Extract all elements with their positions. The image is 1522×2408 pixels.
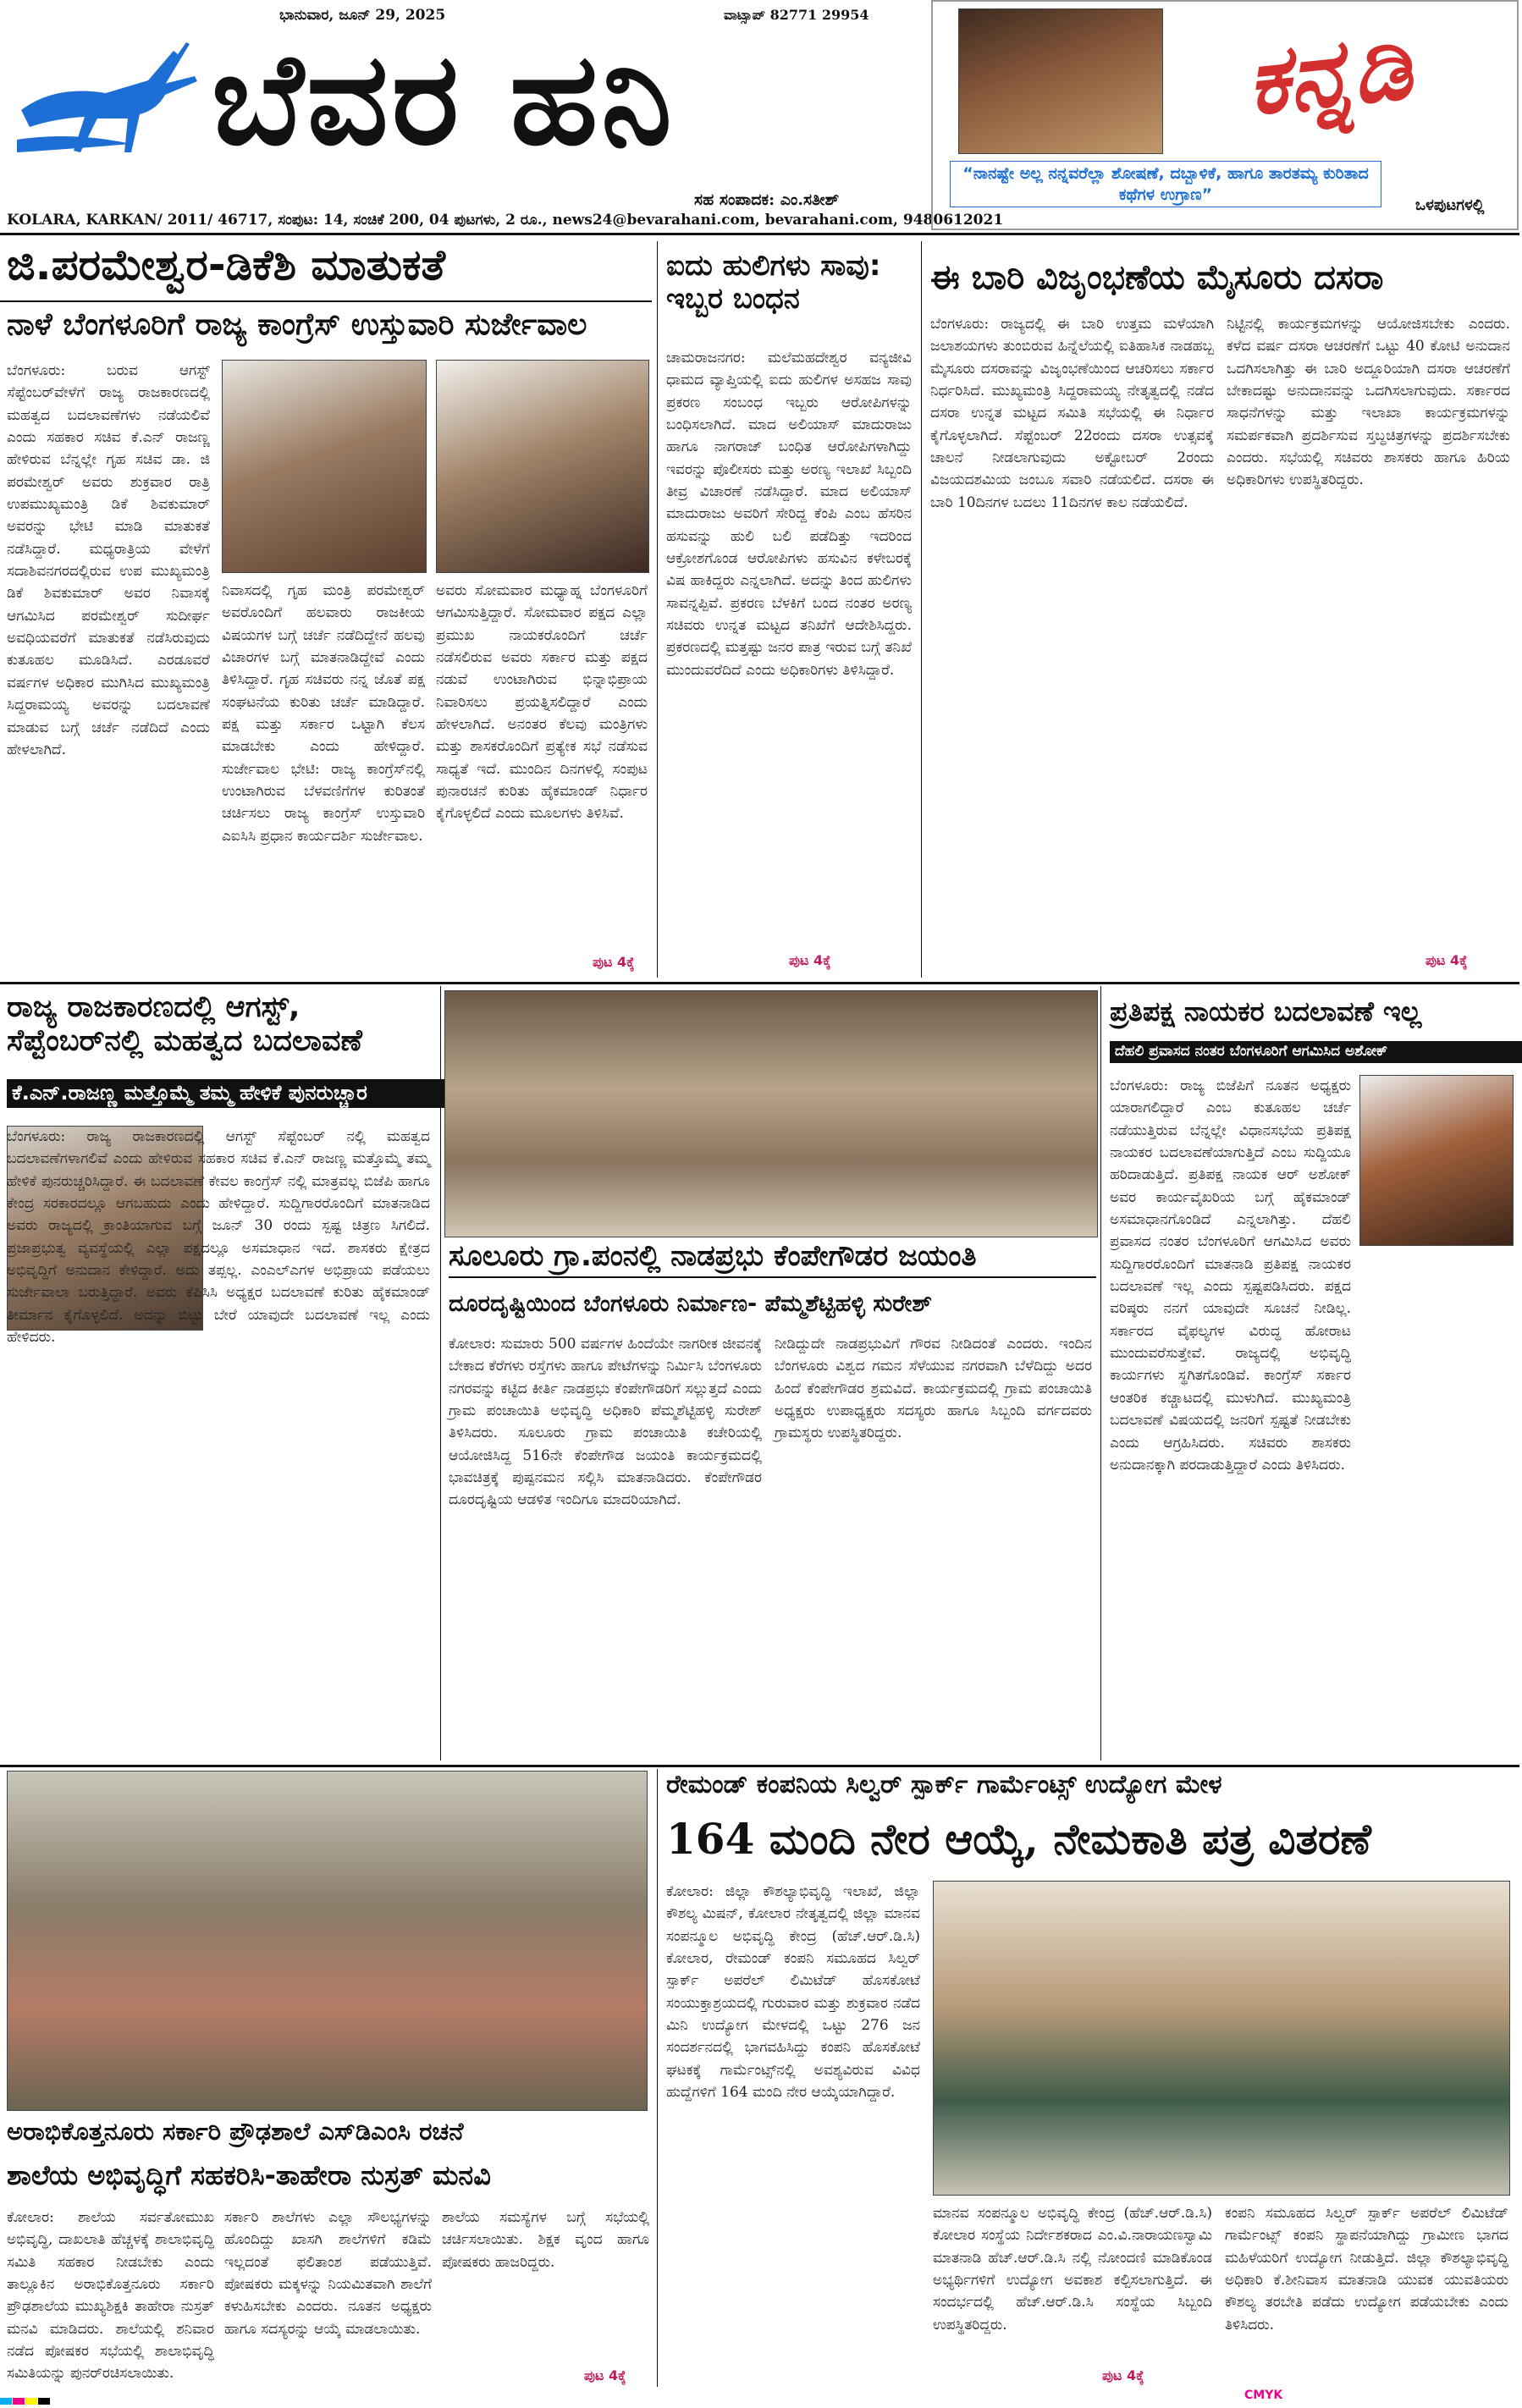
story5-col2: ನೀಡಿದ್ದುದೇ ನಾಡಪ್ರಭುವಿಗೆ ಗೌರವ ನೀಡಿದಂತೆ ಎಂದರು. ಇಂದಿನ ಬೆಂಗಳೂರು ವಿಶ್ವದ ಗಮನ ಸೆಳೆಯುವ ನಗರವಾಗಿ ಬೆಳೆದಿದ್ದು ಅದರ ಹಿಂದೆ ಕೆಂಪೇಗೌಡರ ಶ್ರಮವಿದೆ. ಕಾರ್ಯಕ್ರಮದಲ್ಲಿ ಗ್ರಾಮ ಪಂಚಾಯಿತಿ ಅಧ್ಯಕ್ಷರು ಉಪಾಧ್ಯಕ್ಷರು ಸದಸ್ಯರು ಹಾಗೂ ಸಿಬ್ಬಂದಿ ವರ್ಗದವರು ಗ್ರಾಮಸ್ಥರು ಉಪಸ್ಥಿತರಿದ್ದರು.	[775, 1336, 1092, 1442]
col-divider-4	[1100, 986, 1101, 1761]
story1-rule	[0, 300, 652, 302]
story3-continue[interactable]: ಪುಟ 4ಕ್ಕೆ	[1425, 952, 1468, 968]
promo-footer: ಒಳಪುಟಗಳಲ್ಲಿ	[1415, 196, 1485, 214]
story7-continue[interactable]: ಪುಟ 4ಕ್ಕೆ	[1102, 2367, 1144, 2383]
story7-col3: ಕಂಪನಿ ಸಮೂಹದ ಸಿಲ್ವರ್ ಸ್ಪಾರ್ಕ್ ಅಪರೆಲ್ ಲಿಮಿಟೆಡ್ ಗಾರ್ಮೆಂಟ್ಸ್ ಕಂಪನಿ ಸ್ಥಾಪನೆಯಾಗಿದ್ದು ಗ್ರಾಮೀಣ ಭಾಗದ ಮಹಿಳೆಯರಿಗೆ ಉದ್ಯೋಗ ನೀಡುತ್ತಿದೆ. ಜಿಲ್ಲಾ ಕೌಶಲ್ಯಾಭಿವೃದ್ಧಿ ಅಧಿಕಾರಿ ಕೆ.ಶೀನಿವಾಸ ಮಾತನಾಡಿ ಯುವಕ ಯುವತಿಯರು ಕೌಶಲ್ಯ ತರಬೇತಿ ಪಡೆದು ಉದ್ಯೋಗ ಪಡೆಯಬೇಕು ಎಂದು ತಿಳಿಸಿದರು.	[1225, 2205, 1508, 2334]
story6-subhead: ದೆಹಲಿ ಪ್ರವಾಸದ ನಂತರ ಬೆಂಗಳೂರಿಗೆ ಆಗಮಿಸಿದ ಅಶೋಕ್	[1110, 1041, 1522, 1063]
story7-col1: ಕೋಲಾರ: ಜಿಲ್ಲಾ ಕೌಶಲ್ಯಾಭಿವೃದ್ಧಿ ಇಲಾಖೆ, ಜಿಲ್ಲಾ ಕೌಶಲ್ಯ ಮಿಷನ್, ಕೋಲಾರ ನೇತೃತ್ವದಲ್ಲಿ ಜಿಲ್ಲಾ ಮಾನವ ಸಂಪನ್ಮೂಲ ಅಭಿವೃದ್ಧಿ ಕೇಂದ್ರ (ಹೆಚ್.ಆರ್.ಡಿ.ಸಿ) ಕೋಲಾರ, ರೇಮಂಡ್ ಕಂಪನಿ ಸಮೂಹದ ಸಿಲ್ವರ್ ಸ್ಪಾರ್ಕ್ ಅಪರೆಲ್ ಲಿಮಿಟೆಡ್ ಹೊಸಕೋಟೆ ಸಂಯುಕ್ತಾಶ್ರಯದಲ್ಲಿ ಗುರುವಾರ ಮತ್ತು ಶುಕ್ರವಾರ ನಡೆದ ಮಿನಿ ಉದ್ಯೋಗ ಮೇಳದಲ್ಲಿ ಒಟ್ಟು 276 ಜನ ಸಂದರ್ಶನದಲ್ಲಿ ಭಾಗವಹಿಸಿದ್ದು ಕಂಪನಿ ಹೊಸಕೋಟೆ ಘಟಕಕ್ಕೆ ಗಾರ್ಮೆಂಟ್ಸ್‌ನಲ್ಲಿ ಅವಶ್ಯವಿರುವ ವಿವಿಧ ಹುದ್ದೆಗಳಿಗೆ 164 ಮಂದಿ ನೇರ ಆಯ್ಕೆಯಾಗಿದ್ದಾರೆ.	[666, 1883, 920, 2102]
kempegowda-group-photo	[444, 990, 1098, 1237]
story5-col1: ಕೋಲಾರ: ಸುಮಾರು 500 ವರ್ಷಗಳ ಹಿಂದೆಯೇ ನಾಗರೀಕ ಜೀವನಕ್ಕೆ ಬೇಕಾದ ಕೆರೆಗಳು ರಸ್ತೆಗಳು ಹಾಗೂ ಪೇಟೆಗಳನ್ನು ನಿರ್ಮಿಸಿ ಬೆಂಗಳೂರು ನಗರವನ್ನು ಕಟ್ಟಿದ ಕೀರ್ತಿ ನಾಡಪ್ರಭು ಕೆಂಪೇಗೌಡರಿಗೆ ಸಲ್ಲುತ್ತದೆ ಎಂದು ಗ್ರಾಮ ಪಂಚಾಯಿತಿ ಅಭಿವೃದ್ಧಿ ಅಧಿಕಾರಿ ಪೆಮ್ಮಶೆಟ್ಟಿಹಳ್ಳಿ ಸುರೇಶ್ ತಿಳಿಸಿದರು. ಸೂಲೂರು ಗ್ರಾಮ ಪಂಚಾಯಿತಿ ಕಚೇರಿಯಲ್ಲಿ ಆಯೋಜಿಸಿದ್ದ 516ನೇ ಕೆಂಪೇಗೌಡ ಜಯಂತಿ ಕಾರ್ಯಕ್ರಮದಲ್ಲಿ ಭಾವಚಿತ್ರಕ್ಕೆ ಪುಷ್ಪನಮನ ಸಲ್ಲಿಸಿ ಮಾತನಾಡಿದರು. ಕೆಂಪೇಗೌಡರ ದೂರದೃಷ್ಟಿಯ ಆಡಳಿತ ಇಂದಿಗೂ ಮಾದರಿಯಾಗಿದೆ.	[449, 1336, 762, 1509]
col-divider-2	[921, 241, 922, 978]
story-dasara	[926, 241, 1519, 978]
col-divider-3	[440, 986, 441, 1761]
story-school	[0, 1771, 652, 2389]
story6-body-cont	[1110, 1248, 1512, 1752]
story3-headline: ಈ ಬಾರಿ ವಿಜೃಂಭಣೆಯ ಮೈಸೂರು ದಸರಾ	[930, 258, 1384, 297]
col-divider-1	[657, 241, 658, 978]
section-rule-1	[0, 982, 1519, 984]
story7-col2: ಮಾನವ ಸಂಪನ್ಮೂಲ ಅಭಿವೃದ್ಧಿ ಕೇಂದ್ರ (ಹೆಚ್.ಆರ್.ಡಿ.ಸಿ) ಕೋಲಾರ ಸಂಸ್ಥೆಯ ನಿರ್ದೇಶಕರಾದ ಎಂ.ವಿ.ನಾರಾಯಣಸ್ವಾಮಿ ಮಾತನಾಡಿ ಹೆಚ್.ಆರ್.ಡಿ.ಸಿ ನಲ್ಲಿ ನೋಂದಣಿ ಮಾಡಿಕೊಂಡ ಅಭ್ಯರ್ಥಿಗಳಿಗೆ ಉದ್ಯೋಗ ಅವಕಾಶ ಕಲ್ಪಿಸಲಾಗುತ್ತಿದೆ. ಈ ಸಂದರ್ಭದಲ್ಲಿ ಹೆಚ್.ಆರ್.ಡಿ.ಸಿ ಸಂಸ್ಥೆಯ ಸಿಬ್ಬಂದಿ ಉಪಸ್ಥಿತರಿದ್ದರು.	[933, 2205, 1212, 2334]
job-fair-photo	[933, 1881, 1510, 2196]
masthead	[0, 0, 1519, 229]
story2-headline: ಐದು ಹುಲಿಗಳು ಸಾವು: ಇಬ್ಬರ ಬಂಧನ	[666, 249, 881, 317]
story2-continue[interactable]: ಪುಟ 4ಕ್ಕೆ	[789, 952, 831, 968]
story8-col2: ಸರ್ಕಾರಿ ಶಾಲೆಗಳು ಎಲ್ಲಾ ಸೌಲಭ್ಯಗಳನ್ನು ಹೊಂದಿದ್ದು ಖಾಸಗಿ ಶಾಲೆಗಳಿಗೆ ಕಡಿಮೆ ಇಲ್ಲದಂತೆ ಫಲಿತಾಂಶ ಪಡೆಯುತ್ತಿವೆ. ಪೋಷಕರು ಮಕ್ಕಳನ್ನು ನಿಯಮಿತವಾಗಿ ಶಾಲೆಗೆ ಕಳುಹಿಸಬೇಕು ಎಂದರು. ನೂತನ ಅಧ್ಯಕ್ಷರು ಹಾಗೂ ಸದಸ್ಯರನ್ನು ಆಯ್ಕೆ ಮಾಡಲಾಯಿತು.	[224, 2209, 432, 2338]
story4-body: ಬೆಂಗಳೂರು: ರಾಜ್ಯ ರಾಜಕಾರಣದಲ್ಲಿ ಆಗಸ್ಟ್ ಸೆಪ್ಟೆಂಬರ್ ನಲ್ಲಿ ಮಹತ್ವದ ಬದಲಾವಣೆಗಳಾಗಲಿವೆ ಎಂದು ಹೇಳಿರುವ ಸಹಕಾರ ಸಚಿವ ಕೆ.ಎನ್ ರಾಜಣ್ಣ ಮತ್ತೊಮ್ಮೆ ತಮ್ಮ ಹೇಳಿಕೆ ಪುನರುಚ್ಚರಿಸಿದ್ದಾರೆ. ಈ ಬದಲಾವಣೆ ಕೇವಲ ಕಾಂಗ್ರೆಸ್ ನಲ್ಲಿ ಮಾತ್ರವಲ್ಲ ಬಿಜೆಪಿ ಹಾಗೂ ಕೇಂದ್ರ ಸರಕಾರದಲ್ಲೂ ಆಗಬಹುದು ಎಂದು ಹೇಳಿದ್ದಾರೆ. ಸುದ್ದಿಗಾರರೊಂದಿಗೆ ಮಾತನಾಡಿದ ಅವರು ರಾಜ್ಯದಲ್ಲಿ ಕ್ರಾಂತಿಯಾಗುವ ಬಗ್ಗೆ ಜೂನ್ 30 ರಂದು ಸ್ಪಷ್ಟ ಚಿತ್ರಣ ಸಿಗಲಿದೆ. ಪ್ರಜಾಪ್ರಭುತ್ವ ವ್ಯವಸ್ಥೆಯಲ್ಲಿ ಎಲ್ಲಾ ಪಕ್ಷದಲ್ಲೂ ಅಸಮಾಧಾನ ಇದೆ. ಶಾಸಕರು ಕ್ಷೇತ್ರದ ಅಭಿವೃದ್ಧಿಗೆ ಅನುದಾನ ಕೇಳಿದ್ದಾರೆ. ಅದು ತಪ್ಪಲ್ಲ. ಎಂಎಲ್‌ಎಗಳ ಅಭಿಪ್ರಾಯ ಪಡೆಯಲು ಸುರ್ಜೇವಾಲಾ ಬರುತ್ತಿದ್ದಾರೆ. ಅವರು ಕೆಪಿಸಿಸಿ ಅಧ್ಯಕ್ಷರ ಬದಲಾವಣೆ ಕುರಿತು ಹೈಕಮಾಂಡ್ ತೀರ್ಮಾನ ಕೈಗೊಳ್ಳಲಿದೆ. ಅದನ್ನು ಬಿಟ್ಟು ಬೇರೆ ಯಾವುದೇ ಬದಲಾವಣೆ ಇಲ್ಲ ಎಂದು ಹೇಳಿದರು.	[7, 1128, 430, 1347]
story8-continue[interactable]: ಪುಟ 4ಕ್ಕೆ	[584, 2367, 626, 2383]
story-ashok	[1106, 986, 1519, 1761]
story4-subhead: ಕೆ.ಎನ್.ರಾಜಣ್ಣ ಮತ್ತೊಮ್ಮೆ ತಮ್ಮ ಹೇಳಿಕೆ ಪುನರುಚ್ಚಾರ	[7, 1079, 444, 1108]
masthead-rule	[0, 233, 1519, 235]
story1-col3: ಅವರು ಸೋಮವಾರ ಮಧ್ಯಾಹ್ನ ಬೆಂಗಳೂರಿಗೆ ಆಗಮಿಸುತ್ತಿದ್ದಾರೆ. ಸೋಮವಾರ ಪಕ್ಷದ ಎಲ್ಲಾ ಪ್ರಮುಖ ನಾಯಕರೊಂದಿಗೆ ಚರ್ಚೆ ನಡೆಸಲಿರುವ ಅವರು ಸರ್ಕಾರ ಮತ್ತು ಪಕ್ಷದ ನಡುವೆ ಉಂಟಾಗಿರುವ ಭಿನ್ನಾಭಿಪ್ರಾಯ ನಿವಾರಿಸಲು ಪ್ರಯತ್ನಿಸಲಿದ್ದಾರೆ ಎಂದು ಹೇಳಲಾಗಿದೆ. ಅನಂತರ ಕೆಲವು ಮಂತ್ರಿಗಳು ಮತ್ತು ಶಾಸಕರೊಂದಿಗೆ ಪ್ರತ್ಯೇಕ ಸಭೆ ನಡೆಸುವ ಸಾಧ್ಯತೆ ಇದೆ. ಮುಂದಿನ ದಿನಗಳಲ್ಲಿ ಸಂಪುಟ ಪುನಾರಚನೆ ಕುರಿತು ಹೈಕಮಾಂಡ್ ನಿರ್ಧಾರ ಕೈಗೊಳ್ಳಲಿದೆ ಎಂದು ಮೂಲಗಳು ತಿಳಿಸಿವೆ.	[436, 582, 648, 823]
story6-headline: ಪ್ರತಿಪಕ್ಷ ನಾಯಕರ ಬದಲಾವಣೆ ಇಲ್ಲ	[1110, 995, 1422, 1028]
masthead-info-line: KOLARA, KARKAN/ 2011/ 46717, ಸಂಪುಟ: 14, ಸಂಚಿಕೆ 200, 04 ಪುಟಗಳು, 2 ರೂ., news24@bevarahani.com, bevarahani.com, 9480612021	[7, 212, 1004, 229]
story1-col2: ನಿವಾಸದಲ್ಲಿ ಗೃಹ ಮಂತ್ರಿ ಪರಮೇಶ್ವರ್ ಅವರೊಂದಿಗೆ ಹಲವಾರು ರಾಜಕೀಯ ವಿಷಯಗಳ ಬಗ್ಗೆ ಚರ್ಚೆ ನಡೆದಿದ್ದೇನೆ ಹಲವು ವಿಚಾರಗಳ ಬಗ್ಗೆ ಮಾತನಾಡಿದ್ದೇವೆ ಎಂದು ತಿಳಿಸಿದ್ದಾರೆ. ಗೃಹ ಸಚಿವರು ನನ್ನ ಜೊತೆ ಪಕ್ಷ ಸಂಘಟನೆಯ ಕುರಿತು ಚರ್ಚೆ ಮಾಡಿದ್ದಾರೆ. ಪಕ್ಷ ಮತ್ತು ಸರ್ಕಾರ ಒಟ್ಟಾಗಿ ಕೆಲಸ ಮಾಡಬೇಕು ಎಂದು ಹೇಳಿದ್ದಾರೆ. ಸುರ್ಜೇವಾಲ ಭೇಟಿ: ರಾಜ್ಯ ಕಾಂಗ್ರೆಸ್‌ನಲ್ಲಿ ಉಂಟಾಗಿರುವ ಬೆಳವಣಿಗೆಗಳ ಕುರಿತಂತೆ ಚರ್ಚಿಸಲು ರಾಜ್ಯ ಕಾಂಗ್ರೆಸ್ ಉಸ್ತುವಾರಿ ಎಐಸಿಸಿ ಪ್ರಧಾನ ಕಾರ್ಯದರ್ಶಿ ಸುರ್ಜೇವಾಲ.	[222, 582, 425, 845]
masthead-date: ಭಾನುವಾರ, ಜೂನ್ 29, 2025	[279, 7, 446, 24]
story2-body: ಚಾಮರಾಜನಗರ: ಮಲೆಮಹದೇಶ್ವರ ವನ್ಯಜೀವಿ ಧಾಮದ ವ್ಯಾಪ್ತಿಯಲ್ಲಿ ಐದು ಹುಲಿಗಳ ಅಸಹಜ ಸಾವು ಪ್ರಕರಣ ಸಂಬಂಧ ಇಬ್ಬರು ಆರೋಪಿಗಳನ್ನು ಬಂಧಿಸಲಾಗಿದೆ. ಮಾದ ಅಲಿಯಾಸ್ ಮಾದುರಾಜು ಹಾಗೂ ನಾಗರಾಜ್ ಬಂಧಿತ ಆರೋಪಿಗಳಾಗಿದ್ದು ಇವರನ್ನು ಪೊಲೀಸರು ಮತ್ತು ಅರಣ್ಯ ಇಲಾಖೆ ಸಿಬ್ಬಂದಿ ತೀವ್ರ ವಿಚಾರಣೆ ನಡೆಸಿದ್ದಾರೆ. ಮಾದ ಅಲಿಯಾಸ್ ಮಾದುರಾಜು ಅವರಿಗೆ ಸೇರಿದ್ದ ಕೆಂಪಿ ಎಂಬ ಹೆಸರಿನ ಹಸುವನ್ನು ಹುಲಿ ಬಲಿ ಪಡೆದಿತ್ತು ಇದರಿಂದ ಆಕ್ರೋಶಗೊಂಡ ಆರೋಪಿಗಳು ಹಸುವಿನ ಕಳೇಬರಕ್ಕೆ ವಿಷ ಹಾಕಿದ್ದರು ಎನ್ನಲಾಗಿದೆ. ಅದನ್ನು ತಿಂದ ಹುಲಿಗಳು ಸಾವನ್ನಪ್ಪಿವೆ. ಪ್ರಕರಣ ಬೆಳಕಿಗೆ ಬಂದ ನಂತರ ಅರಣ್ಯ ಸಚಿವರು ಉನ್ನತ ಮಟ್ಟದ ತನಿಖೆಗೆ ಆದೇಶಿಸಿದ್ದರು. ಪ್ರಕರಣದಲ್ಲಿ ಮತ್ತಷ್ಟು ಜನರ ಪಾತ್ರ ಇರುವ ಬಗ್ಗೆ ತನಿಖೆ ಮುಂದುವರೆದಿದೆ ಎಂದು ಅಧಿಕಾರಿಗಳು ತಿಳಿಸಿದ್ದಾರೆ.	[666, 350, 912, 679]
story1-col1: ಬೆಂಗಳೂರು: ಬರುವ ಆಗಸ್ಟ್ ಸೆಪ್ಟೆಂಬರ್‌ವೇಳೆಗೆ ರಾಜ್ಯ ರಾಜಕಾರಣದಲ್ಲಿ ಮಹತ್ವದ ಬದಲಾವಣೆಗಳು ನಡೆಯಲಿವೆ ಎಂದು ಸಹಕಾರ ಸಚಿವ ಕೆ.ಎನ್ ರಾಜಣ್ಣ ಹೇಳಿರುವ ಬೆನ್ನಲ್ಲೇ ಗೃಹ ಸಚಿವ ಡಾ. ಜಿ ಪರಮೇಶ್ವರ್ ಅವರು ಶುಕ್ರವಾರ ರಾತ್ರಿ ಉಪಮುಖ್ಯಮಂತ್ರಿ ಡಿಕೆ ಶಿವಕುಮಾರ್ ಅವರನ್ನು ಭೇಟಿ ಮಾಡಿ ಮಾತುಕತೆ ನಡೆಸಿದ್ದಾರೆ. ಮಧ್ಯರಾತ್ರಿಯ ವೇಳೆಗೆ ಸದಾಶಿವನಗರದಲ್ಲಿರುವ ಉಪ ಮುಖ್ಯಮಂತ್ರಿ ಡಿಕೆ ಶಿವಕುಮಾರ್ ಅವರ ನಿವಾಸಕ್ಕೆ ಆಗಮಿಸಿದ ಪರಮೇಶ್ವರ್ ಸುದೀರ್ಘ ಅವಧಿಯವರೆಗೆ ಮಾತುಕತೆ ನಡೆಸಿರುವುದು ಕುತೂಹಲ ಮೂಡಿಸಿದೆ. ಎರಡೂವರೆ ವರ್ಷಗಳ ಅಧಿಕಾರ ಮುಗಿಸಿದ ಮುಖ್ಯಮಂತ್ರಿ ಸಿದ್ದರಾಮಯ್ಯ ಅವರನ್ನು ಬದಲಾವಣೆ ಮಾಡುವ ಬಗ್ಗೆ ಚರ್ಚೆ ನಡೆದಿದೆ ಎಂದು ಹೇಳಲಾಗಿದೆ.	[7, 362, 210, 758]
story1-kicker: ಜಿ.ಪರಮೇಶ್ವರ-ಡಿಕೆಶಿ ಮಾತುಕತೆ	[7, 240, 446, 289]
antelope-logo-icon	[4, 34, 207, 169]
kempegowda-caption: ಸೂಲೂರು ಗ್ರಾ.ಪಂನಲ್ಲಿ ನಾಡಪ್ರಭು ಕೆಂಪೇಗೌಡರ ಜಯಂತಿ	[449, 1240, 1096, 1278]
parameshwar-photo	[222, 360, 427, 573]
section-rule-2	[0, 1765, 1519, 1767]
story-tigers	[662, 241, 916, 978]
color-bar	[0, 2392, 1519, 2400]
school-group-photo	[7, 1771, 648, 2111]
promo-brand-logo: ಕನ್ನಡಿ	[1240, 10, 1416, 136]
dks-photo	[436, 360, 649, 573]
cmyk-mark: CMYK	[1244, 2389, 1283, 2402]
story1-continue[interactable]: ಪುಟ 4ಕ್ಕೆ	[593, 954, 635, 970]
story8-kicker: ಅರಾಭಿಕೊತ್ತನೂರು ಸರ್ಕಾರಿ ಪ್ರೌಢಶಾಲೆ ಎಸ್‌ಡಿಎಂಸಿ ರಚನೆ	[7, 2117, 464, 2146]
masthead-whatsapp: ವಾಟ್ಸಾಪ್ 82771 29954	[724, 7, 869, 23]
story3-col1: ಬೆಂಗಳೂರು: ರಾಜ್ಯದಲ್ಲಿ ಈ ಬಾರಿ ಉತ್ತಮ ಮಳೆಯಾಗಿ ಜಲಾಶಯಗಳು ತುಂಬಿರುವ ಹಿನ್ನೆಲೆಯಲ್ಲಿ ಐತಿಹಾಸಿಕ ನಾಡಹಬ್ಬ ಮೈಸೂರು ದಸರಾವನ್ನು ವಿಜೃಂಭಣೆಯಿಂದ ಆಚರಿಸಲು ಸರ್ಕಾರ ನಿರ್ಧರಿಸಿದೆ. ಮುಖ್ಯಮಂತ್ರಿ ಸಿದ್ದರಾಮಯ್ಯ ನೇತೃತ್ವದಲ್ಲಿ ನಡೆದ ದಸರಾ ಉನ್ನತ ಮಟ್ಟದ ಸಮಿತಿ ಸಭೆಯಲ್ಲಿ ಈ ನಿರ್ಧಾರ ಕೈಗೊಳ್ಳಲಾಗಿದೆ. ಸೆಪ್ಟೆಂಬರ್ 22ರಂದು ದಸರಾ ಉತ್ಸವಕ್ಕೆ ಚಾಲನೆ ನೀಡಲಾಗುವುದು ಅಕ್ಟೋಬರ್ 2ರಂದು ವಿಜಯದಶಮಿಯ ಜಂಬೂ ಸವಾರಿ ನಡೆಯಲಿದೆ. ದಸರಾ ಈ ಬಾರಿ 10ದಿನಗಳ ಬದಲು 11ದಿನಗಳ ಕಾಲ ನಡೆಯಲಿದೆ.	[930, 316, 1214, 511]
promo-portrait-photo	[958, 8, 1163, 154]
col-divider-5	[657, 1769, 658, 2387]
masthead-title: ಬೆವರ ಹನಿ	[212, 25, 676, 174]
promo-box[interactable]	[931, 0, 1519, 230]
story7-kicker: ರೇಮಂಡ್ ಕಂಪನಿಯ ಸಿಲ್ವರ್ ಸ್ಪಾರ್ಕ್ ಗಾರ್ಮೆಂಟ್ಸ್ ಉದ್ಯೋಗ ಮೇಳ	[666, 1770, 1222, 1799]
story8-headline: ಶಾಲೆಯ ಅಭಿವೃದ್ಧಿಗೆ ಸಹಕರಿಸಿ-ತಾಹೇರಾ ನುಸ್ರತ್ ಮನವಿ	[7, 2159, 491, 2191]
story8-col1: ಕೋಲಾರ: ಶಾಲೆಯ ಸರ್ವತೋಮುಖ ಅಭಿವೃದ್ಧಿ, ದಾಖಲಾತಿ ಹೆಚ್ಚಳಕ್ಕೆ ಶಾಲಾಭಿವೃದ್ಧಿ ಸಮಿತಿ ಸಹಕಾರ ನೀಡಬೇಕು ಎಂದು ತಾಲ್ಲೂಕಿನ ಅರಾಭಿಕೊತ್ತನೂರು ಸರ್ಕಾರಿ ಪ್ರೌಢಶಾಲೆಯ ಮುಖ್ಯಶಿಕ್ಷಕಿ ತಾಹೇರಾ ನುಸ್ರತ್ ಮನವಿ ಮಾಡಿದರು. ಶಾಲೆಯಲ್ಲಿ ಶನಿವಾರ ನಡೆದ ಪೋಷಕರ ಸಭೆಯಲ್ಲಿ ಶಾಲಾಭಿವೃದ್ಧಿ ಸಮಿತಿಯನ್ನು ಪುನರ್‌ರಚಿಸಲಾಯಿತು.	[7, 2209, 214, 2383]
story4-headline: ರಾಜ್ಯ ರಾಜಕಾರಣದಲ್ಲಿ ಆಗಸ್ಟ್, ಸೆಪ್ಟೆಂಬರ್‌ನಲ್ಲಿ ಮಹತ್ವದ ಬದಲಾವಣೆ	[7, 990, 362, 1059]
promo-quote: “ನಾನಷ್ಟೇ ಅಲ್ಲ ನನ್ನವರೆಲ್ಲಾ ಶೋಷಣೆ, ದಬ್ಬಾಳಿಕೆ, ಹಾಗೂ ತಾರತಮ್ಯ ಕುರಿತಾದ ಕಥೆಗಳ ಉಗ್ರಾಣ”	[950, 161, 1381, 207]
story-parameshwar-dks	[0, 241, 652, 978]
story6-body: ಬೆಂಗಳೂರು: ರಾಜ್ಯ ಬಿಜೆಪಿಗೆ ನೂತನ ಅಧ್ಯಕ್ಷರು ಯಾರಾಗಲಿದ್ದಾರೆ ಎಂಬ ಕುತೂಹಲ ಚರ್ಚೆ ನಡೆಯುತ್ತಿರುವ ಬೆನ್ನಲ್ಲೇ ವಿಧಾನಸಭೆಯ ಪ್ರತಿಪಕ್ಷ ನಾಯಕರ ಬದಲಾವಣೆಯಾಗುತ್ತಿದೆ ಎಂಬ ಸುದ್ದಿಯೂ ಹರಿದಾಡುತ್ತಿದೆ. ಪ್ರತಿಪಕ್ಷ ನಾಯಕ ಆರ್ ಅಶೋಕ್ ಅವರ ಕಾರ್ಯವೈಖರಿಯ ಬಗ್ಗೆ ಹೈಕಮಾಂಡ್ ಅಸಮಾಧಾನಗೊಂಡಿದೆ ಎನ್ನಲಾಗಿತ್ತು. ದೆಹಲಿ ಪ್ರವಾಸದ ನಂತರ ಬೆಂಗಳೂರಿಗೆ ಆಗಮಿಸಿದ ಅವರು ಸುದ್ದಿಗಾರರೊಂದಿಗೆ ಮಾತನಾಡಿ ಪ್ರತಿಪಕ್ಷ ನಾಯಕರ ಬದಲಾವಣೆ ಇಲ್ಲ ಎಂದು ಸ್ಪಷ್ಟಪಡಿಸಿದರು. ಪಕ್ಷದ ವರಿಷ್ಠರು ನನಗೆ ಯಾವುದೇ ಸೂಚನೆ ನೀಡಿಲ್ಲ. ಸರ್ಕಾರದ ವೈಫಲ್ಯಗಳ ವಿರುದ್ಧ ಹೋರಾಟ ಮುಂದುವರೆಸುತ್ತೇವೆ. ರಾಜ್ಯದಲ್ಲಿ ಅಭಿವೃದ್ಧಿ ಕಾರ್ಯಗಳು ಸ್ಥಗಿತಗೊಂಡಿವೆ. ಕಾಂಗ್ರೆಸ್ ಸರ್ಕಾರ ಆಂತರಿಕ ಕಚ್ಚಾಟದಲ್ಲಿ ಮುಳುಗಿದೆ. ಮುಖ್ಯಮಂತ್ರಿ ಬದಲಾವಣೆ ವಿಷಯದಲ್ಲಿ ಜನರಿಗೆ ಸ್ಪಷ್ಟತೆ ನೀಡಬೇಕು ಎಂದು ಆಗ್ರಹಿಸಿದರು. ಸಚಿವರು ಶಾಸಕರು ಅನುದಾನಕ್ಕಾಗಿ ಪರದಾಡುತ್ತಿದ್ದಾರೆ ಎಂದು ತಿಳಿಸಿದರು.	[1110, 1077, 1351, 1474]
masthead-editor: ಸಹ ಸಂಪಾದಕ: ಎಂ.ಸತೀಶ್	[694, 190, 840, 209]
story-kempegowda	[444, 986, 1096, 1761]
story7-headline: 164 ಮಂದಿ ನೇರ ಆಯ್ಕೆ, ನೇಮಕಾತಿ ಪತ್ರ ವಿತರಣೆ	[666, 1814, 1371, 1864]
story3-col2: ನಿಟ್ಟಿನಲ್ಲಿ ಕಾರ್ಯಕ್ರಮಗಳನ್ನು ಆಯೋಜಿಸಬೇಕು ಎಂದರು. ಕಳೆದ ವರ್ಷ ದಸರಾ ಆಚರಣೆಗೆ ಒಟ್ಟು 40 ಕೋಟಿ ಅನುದಾನ ಒದಗಿಸಲಾಗಿತ್ತು ಈ ಬಾರಿ ಅದ್ದೂರಿಯಾಗಿ ದಸರಾ ಆಚರಣೆಗೆ ಬೇಕಾದಷ್ಟು ಅನುದಾನವನ್ನು ಒದಗಿಸಲಾಗುವುದು. ಸರ್ಕಾರದ ಸಾಧನೆಗಳನ್ನು ಮತ್ತು ಇಲಾಖಾ ಕಾರ್ಯಕ್ರಮಗಳನ್ನು ಸಮರ್ಪಕವಾಗಿ ಪ್ರದರ್ಶಿಸುವ ಸ್ತಬ್ಧಚಿತ್ರಗಳನ್ನು ಪ್ರದರ್ಶಿಸಬೇಕು ಎಂದರು. ಸಭೆಯಲ್ಲಿ ಸಚಿವರು ಶಾಸಕರು ಹಾಗೂ ಹಿರಿಯ ಅಧಿಕಾರಿಗಳು ಉಪಸ್ಥಿತರಿದ್ದರು.	[1227, 316, 1510, 489]
story1-headline: ನಾಳೆ ಬೆಂಗಳೂರಿಗೆ ರಾಜ್ಯ ಕಾಂಗ್ರೆಸ್ ಉಸ್ತುವಾರಿ ಸುರ್ಜೇವಾಲ	[7, 307, 587, 342]
story-rajanna	[0, 990, 436, 1761]
ashok-photo	[1359, 1075, 1514, 1246]
story-job-fair	[662, 1771, 1517, 2389]
story5-headline: ದೂರದೃಷ್ಟಿಯಿಂದ ಬೆಂಗಳೂರು ನಿರ್ಮಾಣ- ಪೆಮ್ಮಶೆಟ್ಟಿಹಳ್ಳಿ ಸುರೇಶ್	[449, 1291, 932, 1317]
story8-col3: ಶಾಲೆಯ ಸಮಸ್ಯೆಗಳ ಬಗ್ಗೆ ಸಭೆಯಲ್ಲಿ ಚರ್ಚಿಸಲಾಯಿತು. ಶಿಕ್ಷಕ ವೃಂದ ಹಾಗೂ ಪೋಷಕರು ಹಾಜರಿದ್ದರು.	[442, 2209, 649, 2271]
